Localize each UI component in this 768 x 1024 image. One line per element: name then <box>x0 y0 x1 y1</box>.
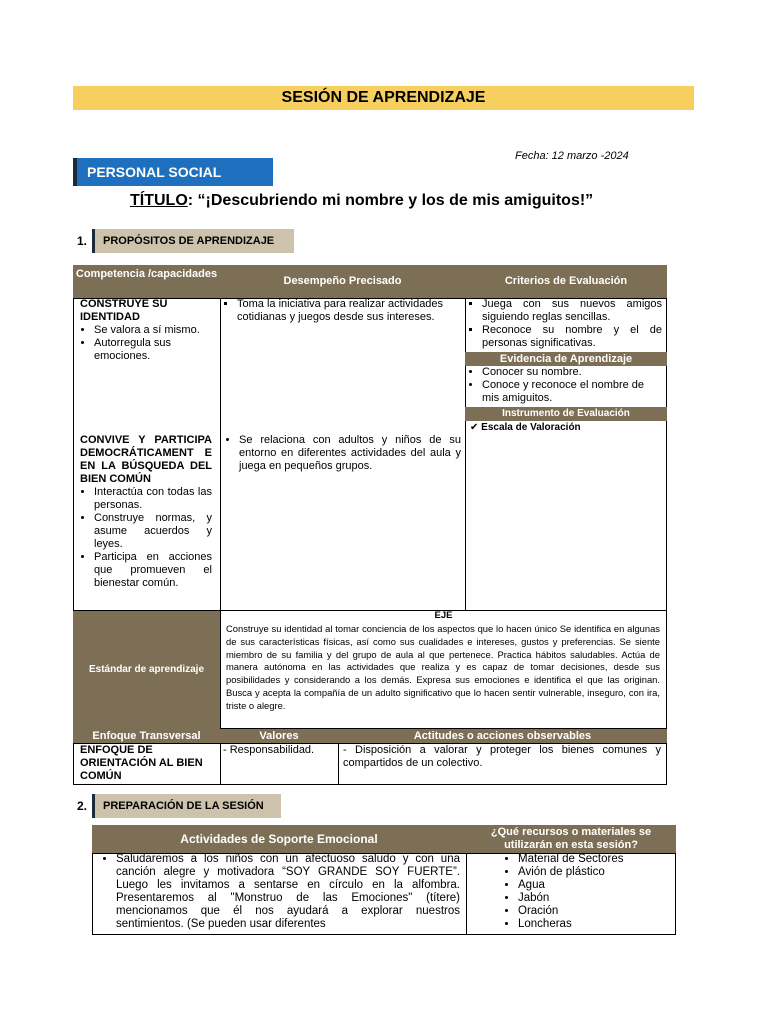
competencia-1-title: CONSTRUYE SU IDENTIDAD <box>80 298 168 323</box>
actitudes-header: Actitudes o acciones observables <box>338 729 667 743</box>
estandar-text: Construye su identidad al tomar conciencia de los aspectos que lo hacen único Se identifica en algunas de sus características físicas, así como sus cualidades e intereses, gustos y preferencias. Se siente miembro de su familia y del grupo de aula al que pertenece. Practica hábitos saludables. Actúa de manera autónoma en las actividades que realiza y es capaz de tomar decisiones, desde sus posibilidades y considerando a los demás. Expresa sus emociones e identifica el que las originan. Busca y acepta la compañía de un adulto significativo que lo hacen sentir vulnerable, inseguro, con ira, triste o alegre. <box>226 623 660 711</box>
area-banner <box>73 158 273 186</box>
instrumento-header: Instrumento de Evaluación <box>465 407 667 421</box>
date-label: Fecha: 12 marzo -2024 <box>515 150 629 162</box>
criterios-list <box>466 298 662 350</box>
enfoque-value: ENFOQUE DE ORIENTACIÓN AL BIEN COMÚN <box>80 744 203 782</box>
criterio-item: ▪ Juega con sus nuevos amigos siguiendo reglas sencillas. <box>482 298 662 324</box>
competencia-2 <box>80 434 212 590</box>
learning-purposes-table <box>73 265 667 785</box>
recurso-item: • Jabón <box>518 892 672 905</box>
eje-label: EJE <box>434 610 453 621</box>
desempeno-1 <box>221 298 457 324</box>
actividad-text-wrap <box>94 853 460 933</box>
section2-number: 2. <box>77 799 88 813</box>
capacidad-item: • Autorregula sus emociones. <box>94 337 216 363</box>
desempeno-item: • Se relaciona con adultos y niños de su entorno en diferentes actividades del aula y juega en pequeños grupos. <box>239 434 461 473</box>
criterio-item: ▪ Reconoce su nombre y el de personas significativas. <box>482 324 662 350</box>
recurso-item: • Material de Sectores <box>518 853 672 866</box>
competencia-1 <box>80 298 216 363</box>
recurso-item: • Avión de plástico <box>518 866 672 879</box>
valor-value: - Responsabilidad. <box>223 744 315 756</box>
actitud-value: - Disposición a valorar y proteger los bienes comunes y compartidos de un colectivo. <box>343 744 661 769</box>
title-separator: : <box>187 192 194 209</box>
title-label: TÍTULO <box>130 192 188 209</box>
capacidad-item: • Construye normas, y asume acuerdos y leyes. <box>94 512 212 551</box>
recurso-item: • Agua <box>518 879 672 892</box>
enfoque-header: Enfoque Transversal <box>73 729 220 743</box>
capacidad-item: • Interactúa con todas las personas. <box>94 486 212 512</box>
capacidad-item: • Se valora a sí mismo. <box>94 324 216 337</box>
section1-number: 1. <box>77 234 88 248</box>
area-banner-accent <box>73 158 77 186</box>
valores-header: Valores <box>220 729 338 743</box>
col-header-criterios: Criterios de Evaluación <box>465 265 667 298</box>
col-header-competencia: Competencia /capacidades <box>73 265 220 298</box>
section2-heading: PREPARACIÓN DE LA SESIÓN <box>92 794 281 818</box>
evidencia-list <box>468 366 662 405</box>
col-header-desempeno: Desempeño Precisado <box>220 265 465 298</box>
estandar-label: Estándar de aprendizaje <box>73 611 220 729</box>
col-header-recursos: ¿Qué recursos o materiales se utilizarán en esta sesión? <box>466 825 676 853</box>
session-title: SESIÓN DE APRENDIZAJE <box>73 86 694 110</box>
actividad-item: • Saludaremos a los niños con un afectuoso saludo y con una canción alegre y motivadora “SOY GRANDE SOY FUERTE”. Luego les invitamos a sentarse en círculo en la alfombra. Presentaremos al "Monstruo de las Emociones" (títere) mencionamos que él nos ayudará a explorar nuestros sentimientos. (Se pueden usar diferentes <box>116 853 460 931</box>
section1-heading: PROPÓSITOS DE APRENDIZAJE <box>92 229 294 253</box>
evidencia-item: • Conoce y reconoce el nombre de mis amiguitos. <box>482 379 662 405</box>
competencia-2-title: CONVIVE Y PARTICIPA DEMOCRÁTICAMENT E EN LA BÚSQUEDA DEL BIEN COMÚN <box>80 434 212 485</box>
title-text: “¡Descubriendo mi nombre y los de mis amiguitos!” <box>197 192 594 209</box>
recurso-item: • Loncheras <box>518 918 672 931</box>
evidencia-header: Evidencia de Aprendizaje <box>465 352 667 366</box>
capacidad-item: • Participa en acciones que promueven el bienestar común. <box>94 551 212 590</box>
session-prep-table <box>92 825 676 935</box>
col-header-actividades: Actividades de Soporte Emocional <box>92 825 466 853</box>
recursos-list <box>492 853 672 931</box>
desempeno-2 <box>225 434 461 473</box>
instrumento-value: ✔ Escala de Valoración <box>470 422 581 433</box>
lesson-title <box>130 192 593 210</box>
area-label: PERSONAL SOCIAL <box>87 164 222 180</box>
recurso-item: • Oración <box>518 905 672 918</box>
evidencia-item: • Conocer su nombre. <box>482 366 662 379</box>
desempeno-item: ▪ Toma la iniciativa para realizar actividades cotidianas y juegos desde sus intereses. <box>237 298 457 324</box>
